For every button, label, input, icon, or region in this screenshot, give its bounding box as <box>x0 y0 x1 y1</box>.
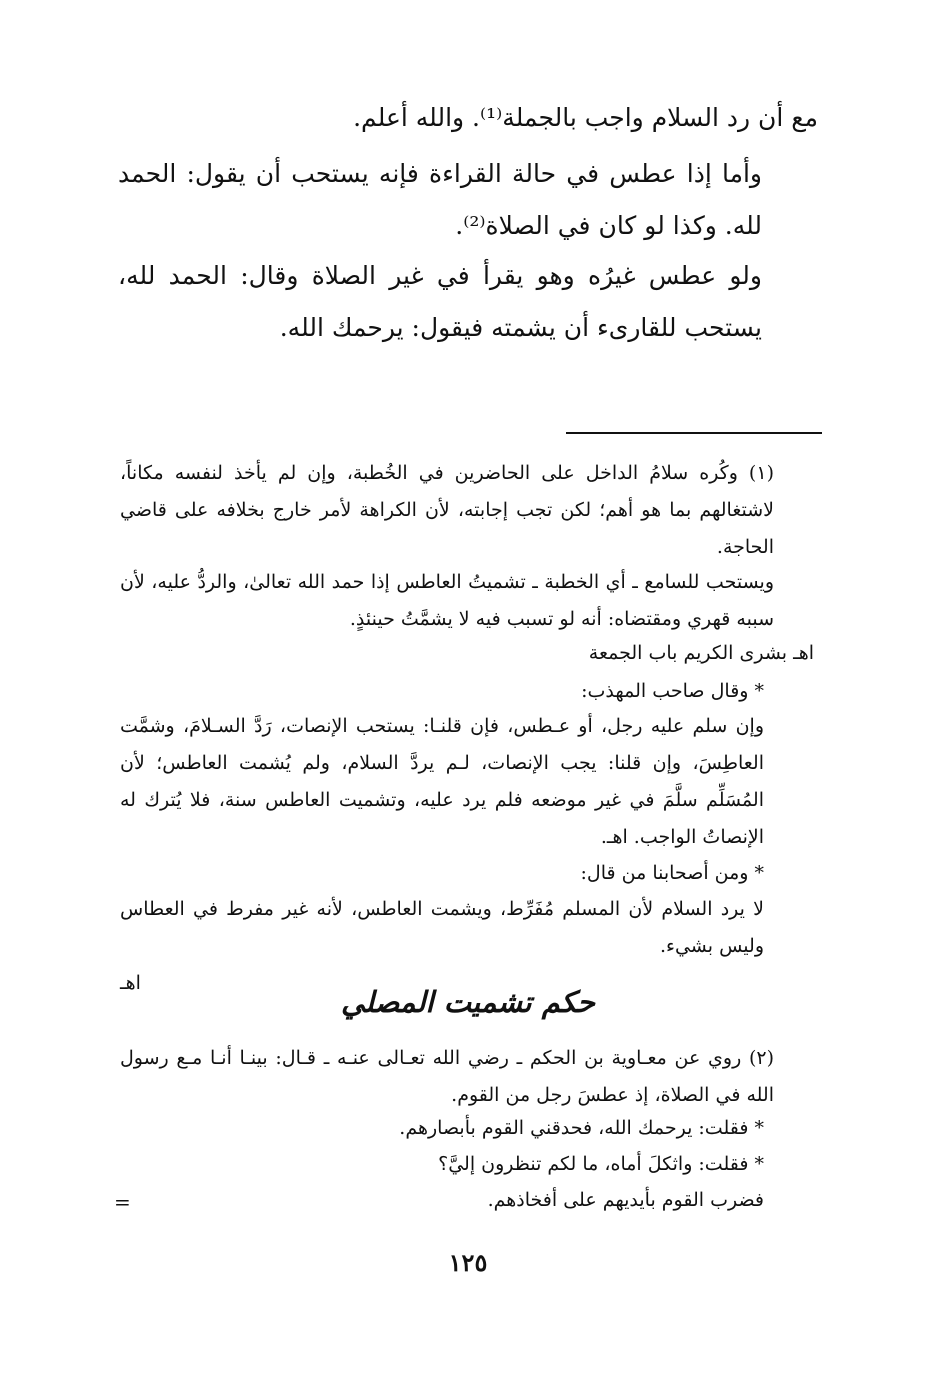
footnote-1-para-b: ويستحب للسامع ـ أي الخطبة ـ تشميتُ العاطس إذا حمد الله تعالىٰ، والردُّ عليه، لأن سببه قهري ومقتضاه: أنه لو تسبب فيه لا يشمَّتُ حينئذٍ. <box>120 571 774 630</box>
footnote-1-para-a: (١) وكُره سلامُ الداخل على الحاضرين في الخُطبة، وإن لم يأخذ لنفسه مكاناً، لاشتغالهم بما هو أهم؛ لكن تجب إجابته، لأن الكراهة لأمر خارج بخلافه على قاضي الحاجة. <box>120 462 774 558</box>
section-title: حكم تشميت المصلي <box>341 985 595 1019</box>
main-paragraph-2: وأما إذا عطس في حالة القراءة فإنه يستحب أن يقول: الحمد لله. وكذا لو كان في الصلاة⁽²⁾. <box>118 159 762 240</box>
main-paragraph-3: ولو عطس غيرُه وهو يقرأ في غير الصلاة وقال: الحمد لله، يستحب للقارىء أن يشمته فيقول: يرحمك الله. <box>118 261 762 342</box>
footnote-1-quote-heading: * وقال صاحب المهذب: <box>581 680 764 702</box>
continuation-mark: = <box>114 1190 131 1214</box>
footnote-2-para-a: (٢) روي عن معـاوية بن الحكم ـ رضي الله تعـالى عنـه ـ قـال: بينـا أنـا مـع رسول الله في الصلاة، إذ عطسَ رجل من القوم. <box>120 1047 774 1106</box>
footnote-1-source: اهـ بشرى الكريم باب الجمعة <box>588 642 814 664</box>
footnote-2-line-d: فضرب القوم بأيديهم على أفخاذهم. <box>487 1189 764 1211</box>
footnote-2-line-c: * فقلت: واثكلَ أماه، ما لكم تنظرون إليَّ؟ <box>438 1153 764 1175</box>
footnote-1-opinion: لا يرد السلام لأن المسلم مُفَرِّط، ويشمت العاطس، لأنه غير مفرط في العطاس وليس بشيء. <box>120 898 764 957</box>
footnote-1-end-mark: اهـ <box>120 972 141 994</box>
footnote-1-quote: وإن سلم عليه رجل، أو عـطس، فإن قلنـا: يستحب الإنصات، رَدَّ السـلامَ، وشمَّت العاطِسَ، وإن قلنا: يجب الإنصات، لـم يردَّ السلام، ولم يُشمت العاطس؛ لأن المُسَلِّم سلَّمَ في غير موضعه فلم يرد عليه، وتشميت العاطس سنة، فلا يُترك له الإنصاتُ الواجب. اهـ. <box>120 715 764 848</box>
page-number: ١٢٥ <box>448 1248 488 1277</box>
footnote-2-line-b: * فقلت: يرحمك الله، فحدقني القوم بأبصارهم. <box>399 1117 764 1139</box>
main-paragraph-1: مع أن رد السلام واجب بالجملة⁽¹⁾. والله أعلم. <box>353 103 818 132</box>
footnote-1-opinion-heading: * ومن أصحابنا من قال: <box>580 862 764 884</box>
footnote-separator <box>566 432 822 434</box>
